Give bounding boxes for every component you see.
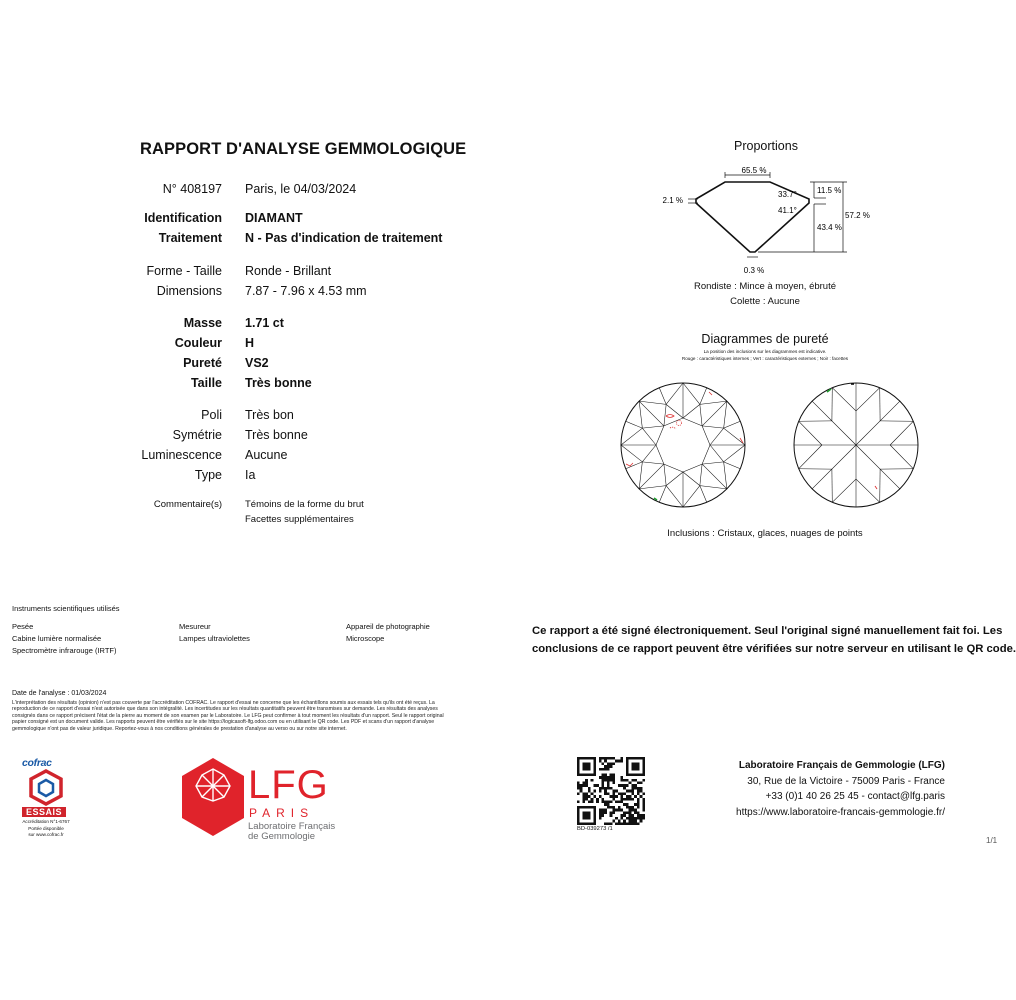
- disclaimer-line: gemmologique n'ont pas de valeur juridique. Reportez-vous à nos conditions générales de prestation d'analyse au verso ou sur notre site internet.: [12, 725, 347, 732]
- lfg-logo-sub2: de Gemmologie: [248, 831, 316, 842]
- lab-contact: +33 (0)1 40 26 25 45 - contact@lfg.paris: [765, 791, 945, 802]
- report-title: RAPPORT D'ANALYSE GEMMOLOGIQUE: [140, 140, 467, 158]
- disclaimer-line: consignés dans ce rapport précisent l'état de la pierre au moment de son examen par le Laboratoire. Le LFG peut confirmer à tout moment les résultats d'un rapport. Seul le rapport original: [12, 712, 444, 719]
- instruments-col1: [12, 622, 116, 655]
- field-traitement-label: Traitement: [158, 231, 222, 245]
- field-identification-value: DIAMANT: [245, 211, 303, 225]
- lfg-logo-text: LFG: [248, 763, 329, 807]
- field-masse-label: Masse: [183, 316, 222, 330]
- cofrac-accreditation: Accréditation N°1-6767: [22, 819, 70, 824]
- instrument-item: Mesureur: [179, 622, 211, 631]
- field-identification-label: Identification: [144, 211, 222, 225]
- field-masse-value: 1.71 ct: [245, 316, 284, 330]
- analysis-date: Date de l'analyse : 01/03/2024: [12, 690, 107, 697]
- field-dimensions-label: Dimensions: [156, 284, 222, 298]
- instrument-item: Appareil de photographie: [346, 622, 430, 631]
- instruments-title: Instruments scientifiques utilisés: [12, 604, 120, 613]
- cofrac-hexagon-icon: [26, 769, 66, 807]
- colette-text: Colette : Aucune: [730, 296, 800, 307]
- proportions-title: Proportions: [734, 139, 798, 153]
- field-type-value: Ia: [245, 468, 256, 482]
- field-luminescence-value: Aucune: [245, 448, 288, 462]
- pavilion-depth: 43.4 %: [817, 223, 842, 232]
- cofrac-logo: [22, 757, 72, 839]
- crown-height: 11.5 %: [817, 186, 842, 195]
- inclusion-marks-pavilion: [827, 384, 877, 489]
- table-percent: 65.5 %: [741, 166, 767, 175]
- clarity-crown-diagram: [618, 380, 748, 510]
- field-forme-value: Ronde - Brillant: [245, 264, 332, 278]
- field-couleur-value: H: [245, 336, 255, 350]
- instrument-item: Spectromètre infrarouge (IRTF): [12, 646, 117, 655]
- girdle-percent: 2.1 %: [662, 196, 683, 205]
- instrument-item: Lampes ultraviolettes: [179, 634, 250, 643]
- cofrac-site: sur www.cofrac.fr: [28, 832, 64, 837]
- lab-name: Laboratoire Français de Gemmologie (LFG): [738, 760, 945, 771]
- clarity-note-2: Rouge : caractéristiques internes ; Vert : caractéristiques externes ; Noir : facettes: [681, 356, 849, 361]
- field-dimensions-value: 7.87 - 7.96 x 4.53 mm: [245, 284, 367, 298]
- field-poli-value: Très bon: [245, 408, 294, 422]
- pavilion-angle: 41.1°: [778, 206, 797, 215]
- field-commentaires-line2: Facettes supplémentaires: [245, 514, 354, 525]
- cofrac-essais: ESSAIS: [22, 807, 66, 817]
- inclusion-marks-crown: [626, 392, 743, 500]
- cofrac-brand: cofrac: [22, 757, 52, 769]
- field-forme-label: Forme - Taille: [146, 264, 222, 278]
- field-couleur-label: Couleur: [174, 336, 222, 350]
- field-commentaires-label: Commentaire(s): [153, 499, 222, 510]
- field-luminescence-label: Luminescence: [141, 448, 222, 462]
- lfg-logo-paris: PARIS: [249, 806, 315, 820]
- lfg-logo-subtitle: [248, 822, 335, 842]
- field-traitement-value: N - Pas d'indication de traitement: [245, 231, 443, 245]
- signature-note: [532, 622, 1016, 658]
- lab-website[interactable]: https://www.laboratoire-francais-gemmologie.fr/: [736, 806, 945, 818]
- clarity-title: Diagrammes de pureté: [701, 332, 829, 346]
- signature-note-line1: Ce rapport a été signé électroniquement. Seul l'original signé manuellement fait foi. Les: [532, 625, 1003, 637]
- disclaimer-line: papier consigné est un document valide. Les rapports peuvent être vérifiés sur le site https://logicasoft-lfg.odoo.com ou en utilisant le QR code. Les PDF et scans d'un rapport d'analyse: [12, 719, 435, 726]
- culet-percent: 0.3 %: [743, 266, 765, 275]
- qr-code-icon[interactable]: [577, 757, 645, 825]
- clarity-pavilion-diagram: [791, 380, 921, 510]
- field-purete-value: VS2: [245, 356, 269, 370]
- lfg-logo-sub1: Laboratoire Français: [248, 821, 336, 832]
- disclaimer-line: reproduction de ce rapport d'essai n'est autorisée que dans son intégralité. Les incertitudes sur les résultats quantitatifs peuvent être transmises sur demande. Les résultats des analyses: [12, 706, 438, 713]
- field-taille-value: Très bonne: [245, 376, 312, 390]
- instruments-col3: [346, 622, 430, 643]
- lab-address: 30, Rue de la Victoire - 75009 Paris - France: [747, 775, 945, 787]
- page-number: 1/1: [986, 836, 998, 845]
- field-purete-label: Pureté: [183, 356, 222, 370]
- rondiste-text: Rondiste : Mince à moyen, ébruté: [693, 281, 837, 292]
- signature-note-line2: conclusions de ce rapport peuvent être vérifiées sur notre serveur en utilisant le QR code.: [532, 643, 1016, 655]
- total-depth: 57.2 %: [845, 211, 870, 220]
- instrument-item: Pesée: [12, 622, 34, 631]
- field-taille-label: Taille: [190, 376, 222, 390]
- crown-angle: 33.7°: [778, 190, 797, 199]
- field-type-label: Type: [194, 468, 222, 482]
- proportions-diagram: [650, 160, 870, 280]
- field-symetrie-label: Symétrie: [172, 428, 222, 442]
- instrument-item: Cabine lumière normalisée: [12, 634, 102, 643]
- lab-address-block: [700, 758, 945, 820]
- clarity-note-1: La position des inclusions sur les diagrammes est indicative.: [703, 349, 827, 354]
- field-commentaires-line1: Témoins de la forme du brut: [245, 499, 364, 510]
- lfg-hexagon-icon: [178, 755, 248, 840]
- inclusions-text: Inclusions : Cristaux, glaces, nuages de points: [667, 528, 863, 539]
- report-number: N° 408197: [162, 182, 222, 196]
- disclaimer-text: [12, 700, 502, 732]
- field-symetrie-value: Très bonne: [245, 428, 308, 442]
- disclaimer-line: L'interprétation des résultats (opinion) n'est pas couverte par l'accréditation COFRAC. Le rapport d'essai ne concerne que les échantillons soumis aux essais tels qu'ils ont été reçus. La: [12, 700, 435, 706]
- cofrac-portee: Portée disponible: [28, 825, 64, 831]
- instruments-col2: [179, 622, 250, 643]
- report-place-date: Paris, le 04/03/2024: [245, 182, 357, 196]
- instrument-item: Microscope: [346, 634, 385, 643]
- field-poli-label: Poli: [201, 408, 222, 422]
- qr-code-id: BD-039273 /1: [577, 826, 613, 832]
